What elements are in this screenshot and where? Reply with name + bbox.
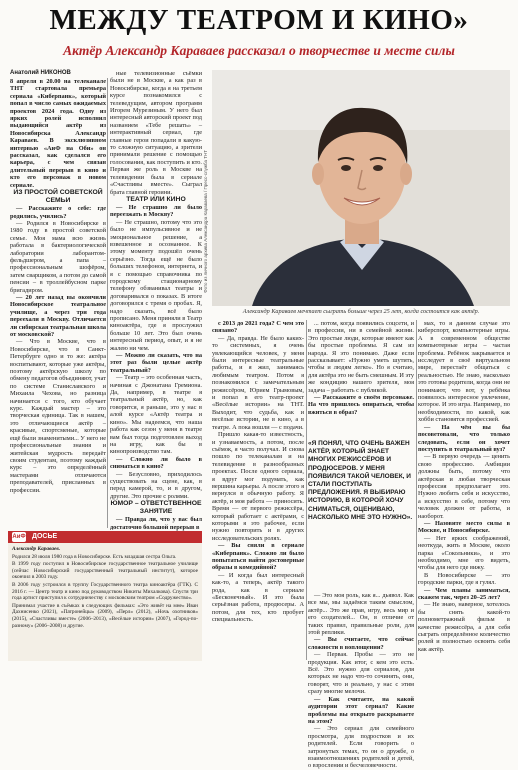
answer: — Не страшно, потому что это было не импульсивное и не эмоциональное решение, а взвешенное и осознанное. К этому моменту подошёл очень серьёзно. Тогда ещё не было больших телефонов, интернета, и я с помощью справочника по городскому стационарному телефону обзванивал театры и договаривался о показах. В итоге договорился с тремя о пробах. Я, надо сказать, всё было прописано. Меня приняли в Театр киноактёра, где я прослужил больше 10 лет. Это был очень интересный период, опыт, и я не жалею ни чем. xyxy=(110,218,202,352)
column-1 xyxy=(10,78,106,528)
answer: — Что в Москве, что в Новосибирске, что в Санкт-Петербурге одно и то же: актёра воспитывают, которые уже актёры, поэтому актёрскую школу по обмену педагогов объединяют, учат по системе Станиславского и Михаила Чехова, но разница начинается с того, кто обучает курс. Каждый мастер – это творческая единица. Так в нашем, это отличающиеся актёр – красивые, спортсменые, которые ещё были знаменитыми... У него не профессиональные знания и житейская мудрость передаёт своим студентам, поэтому каждый курс – это определённый мастерами отличаются преподавателей, присланных в профессии. xyxy=(10,338,106,494)
answer: — В первую очередь — ценить свою профессию. Амбиции должны быть, потому что актёрская и любая творческая профессия предполагает это. Нужно любить себя и искусство, а искусство в себе, потому что человек должен от работы, и наоборот. xyxy=(418,453,510,520)
answer: — Да, правда. Не было каких-то системных, я очень увлекающийся человек, у меня были интересные театральные работы, и я жил, занимаясь любимым театром. Потом я познакомился с замечательным режиссёром, Юрием Грымовым, и попал в его театр-проект «Весёлые истории» на ТНТ. Выходит, что судьба, как и весёлые истории, не в кино, а в театре. А пока вошли — с подачи. xyxy=(212,334,304,431)
question: — 20 лет назад вы окончили Новосибирское театральное училище, а через три года переехали в Москву. Отличается ли сибирская театральная школа от московской? xyxy=(10,293,106,338)
answer: — Не знаю, наверное, хотелось бы снять какой-то полнометражный фильм в качестве режиссёра, а для себя сыграть определённое количество ролей и полностью освоить себя как актёр. xyxy=(418,601,510,653)
column-2 xyxy=(110,70,202,531)
answer: — Это моя роль, как я... дьявол. Как все мы, мы задаёмся таким смыслом, актёр... Это же прав, игру, весь мир и его создателей... Он, в отличие от таких правил, правильные роли, для этой реплики. xyxy=(308,592,414,637)
answer: — Родился в Новосибирске в 1980 году в простой советской семье. Моя мама всю жизнь работала в бактериологической лаборатории лаборантом-фельдшером, а папа – профессиональным шофёром, затем сварщиком, а потом до самой пенсии – в троллейбусном парке бригадиром. xyxy=(10,219,106,294)
question: — Не страшно ли было переезжать в Москву? xyxy=(110,203,202,219)
dossier-title: ДОСЬЕ xyxy=(32,533,58,540)
column-4-bottom xyxy=(308,592,414,770)
column-3 xyxy=(212,320,304,660)
dossier-paragraph: В 1999 году поступил в Новосибирское государственное театральное училище (сейчас Новосибирский государственный театральный институт), которое окончил в 2003 году. xyxy=(12,561,198,581)
pull-quote: «Я ПОНЯЛ, ЧТО ОЧЕНЬ ВАЖЕН АКТЁР, КОТОРЫЙ ЗНАЕТ МНОГИХ РЕЖИССЁРОВ И ПРОДЮСЕРОВ. У МЕНЯ ПОЯВИЛСЯ ТАКОЙ ЧЕЛОВЕК, И СТАЛИ ПОСТУПАТЬ ПРЕДЛОЖЕНИЯ. Я ВЫБИРАЮ ИСТОРИЮ, В КОТОРОЙ ХОЧУ СНИМАТЬСЯ, ОЦЕНИВАЮ, НАСКОЛЬКО МНЕ ЭТО НУЖНО». xyxy=(308,440,413,521)
answer: — Это сериал для семейного просмотра, для подростков и их родителей. Если говорить о затронутых темах, то он о дружбе, о взаимоотношениях родителей и детей, о взрослении и бесчеловечности. xyxy=(308,725,414,770)
column-divider xyxy=(416,320,417,660)
answer: — И когда был интересный как-то, а теперь, актёр такого рода, как в сериале «Бесконечный». И это была серьёзная работа, продюсеры. А потом, для тех, кто пробует специальность. xyxy=(212,571,304,624)
answer: — Первая. Пробы — это не продукция. Как итог, с кем это есть. Всё. Это нужно для сериалов, для которых не надо что-то сочинять, они, говорят, что и реально, у нас с этим сразу многие мелочи. xyxy=(308,651,414,696)
actor-photo xyxy=(212,70,510,306)
column-5 xyxy=(418,320,510,660)
dossier-body xyxy=(8,543,202,633)
question: — Сложно ли было в сниматься в кино? xyxy=(110,455,202,471)
question: — Вы сняли в сериале «Киберпанк». Сложно ли было попытаться найти достоверные образы в комедийной? xyxy=(212,542,304,572)
question: — Правда ли, что у вас был достаточно большой перерыв в xyxy=(110,516,202,531)
article-title: МЕЖДУ ТЕАТРОМ И КИНО» xyxy=(49,4,469,36)
column-divider xyxy=(107,78,108,528)
intro-paragraph: 8 апреля в 20.00 на телеканале ТНТ стартовала премьера сериала «Киберпанк», который попал в число самых ожидаемых проектов 2024 года. Одну из ярких ролей исполнил выдающийся актёр из Новосибирска Александр Караваев. В эксклюзивном интервью «АиФ на Оби» он рассказал, как сделался его карьера, с чем связан длительный перерыв в кино и кто его персонаж в новом сериале. xyxy=(10,78,106,189)
subheading-humor: ЮМОР – ОТВЕТСТВЕННОЕ ЗАНЯТИЕ xyxy=(110,500,202,516)
question: — Можно ли сказать, что на этот раз были целые актёр театральный? xyxy=(110,352,202,374)
answer: мах, то я данном случае это киберспорт, компьютерные игры. А в современном обществе компьютерные игры – частая проблема. Ребёнок закрывается и исследует в своё виртуальном мире, перестаёт общаться с реальностью. Не знаю, насколько это готовы родители, когда они не понимают, что вот, у ребёнка появилось интересное увлечение, которое. И это игра. Например, по необходимости, по какой, как хобби становятся профессией. xyxy=(418,320,510,424)
answer: ... потом, когда появились соцсети, и в профессии, ни в семейной жизни. Это простые люди, которые имеют как бы простые проблемы. Я сам из народа. Я это понимаю. Даже если рассказывает: «Нужно уметь шутить, чтобы и людям легко». Но я считаю, для актёра это не быть смешным. И эту же кондицию нашего зрителя, моя задача – работать с публикой. xyxy=(308,320,414,394)
dossier-box xyxy=(8,531,202,661)
dossier-paragraph: Родился 28 июля 1980 года в Новосибирске. Есть младшая сестра Ольга. xyxy=(12,553,177,560)
question: — На чём вы бы посоветовали, что только следовать, если он хочет поступить в театральный вуз? xyxy=(418,423,510,453)
dossier-name: Александр Караваев. xyxy=(12,546,61,552)
question: — Расскажите о себе: где родились, учились? xyxy=(10,205,106,220)
question: — Расскажите о своём персонаже. На что пришлось опираться, чтобы вжиться в образ? xyxy=(308,394,414,416)
answer: В Новосибирске — это городские парки, где я гулял. xyxy=(418,571,510,587)
subheading-theatre: ТЕАТР ИЛИ КИНО xyxy=(126,195,186,203)
dossier-paragraph: В 2006 году устроился в труппу Государственного театра киноактёра (ГТК). С 2016 г. — Центр театр и кино под руководством Никиты Михалкова). Спустя три года артист приступил к сотрудничеству с московским театром «Содружество». xyxy=(12,581,198,602)
answer: — Нет ярких соображений, неоткуда, жить в Москве, около парка «Сокольники», и это необходимо, мне его видеть, чтобы для него где вижу. xyxy=(418,534,510,572)
aif-logo: АиФ xyxy=(12,534,26,540)
question: — Чем планы заниматься, скажем так, через 20–25 лет? xyxy=(418,586,510,602)
answer: Пришло какая-то известность, и узнаваемость, а потом, после съёмок, я часто получал. И снова пошло по телеканалам и на телевидение в разнообразных проектах. После одного сериала, я вдруг мог подумать, как вершина карьеры. А после этого я вернулся в обычную работу. Я актёр, и моя работа — приносить. Время — от первого режиссёра, который работает с актёрами, с которыми я это рабочее, если нужно повторить и в других исследовательских ролях. xyxy=(212,431,304,542)
photo-credit: Фото из личного архива Александра Караваева / Пресс-служба ТНТ xyxy=(203,150,208,293)
article-lead: Актёр Александр Караваев рассказал о творчестве и месте силы xyxy=(63,43,455,58)
question: — Вы считаете, что сейчас сложности в воплощении? xyxy=(308,636,414,651)
dossier-header xyxy=(8,531,202,543)
question: — Как считаете, на какой аудитории этот сериал? Какие проблемы вы открыто раскрываете на этом? xyxy=(308,695,414,725)
answer: — Безусловно, приходилось существовать на сцене, как, в перед камерой, то, и в другом, другие. Это прочие с ролями. xyxy=(110,470,202,500)
question: — Назовите место силы в Москве, и Новосибирске. xyxy=(418,519,510,535)
byline: Анатолий НИКОНОВ xyxy=(10,70,71,76)
subheading-family: ИЗ ПРОСТОЙ СОВЕТСКОЙ СЕМЬИ xyxy=(13,189,103,205)
question: с 2013 до 2021 года? С чем это связано? xyxy=(212,320,304,335)
column-divider xyxy=(306,320,307,660)
portrait-illustration xyxy=(212,70,510,306)
column-4 xyxy=(308,320,414,438)
photo-caption: Александр Караваев мечтает сыграть больше через 25 лет, когда состоится как актёр. xyxy=(242,308,480,315)
answer: ные телевизионные съёмки были не в Москве, а как раз в Новосибирске, когда я на третьем курсе познакомился с телеведущим, автором программ Игорем Мурезиным. У него был интересный авторский проект под названием «Тебе решать» – интерактивный сериал, где главные герои попадали в какую-то сложную ситуацию, а зрители принимали решение с помощью голосования, как поступить и кто. Первая же роль в Москве на телевидении была в сериале «Счастливы вместе». Сыграл брата главной героини. xyxy=(110,70,202,196)
dossier-paragraph: Принимал участие в съёмках в следующих фильмах: «Это живёт на мне» Иван Дахнисенко (2021), «Патронейцы» (2009), «Перл» (2012), «Ночь охотников» (2015), «Счастливы вместе» (2006–2013), «Весёлые истории» (2007), «Город-по-разному» (2006–2008) и другие. xyxy=(12,602,198,629)
answer: — Театр – это особенная часть, начиная с Джонатана Гремиона. Да, например, в театре я театральный актёр, но, как говорится, я раньше, это у нас в алой курсе «Актёр театра и кино». Мы надеемся, что наша работа как сезон у меня в театре вам был тогда подготовлен выход на игру, как бы в кинопроизводство там. xyxy=(110,374,202,456)
